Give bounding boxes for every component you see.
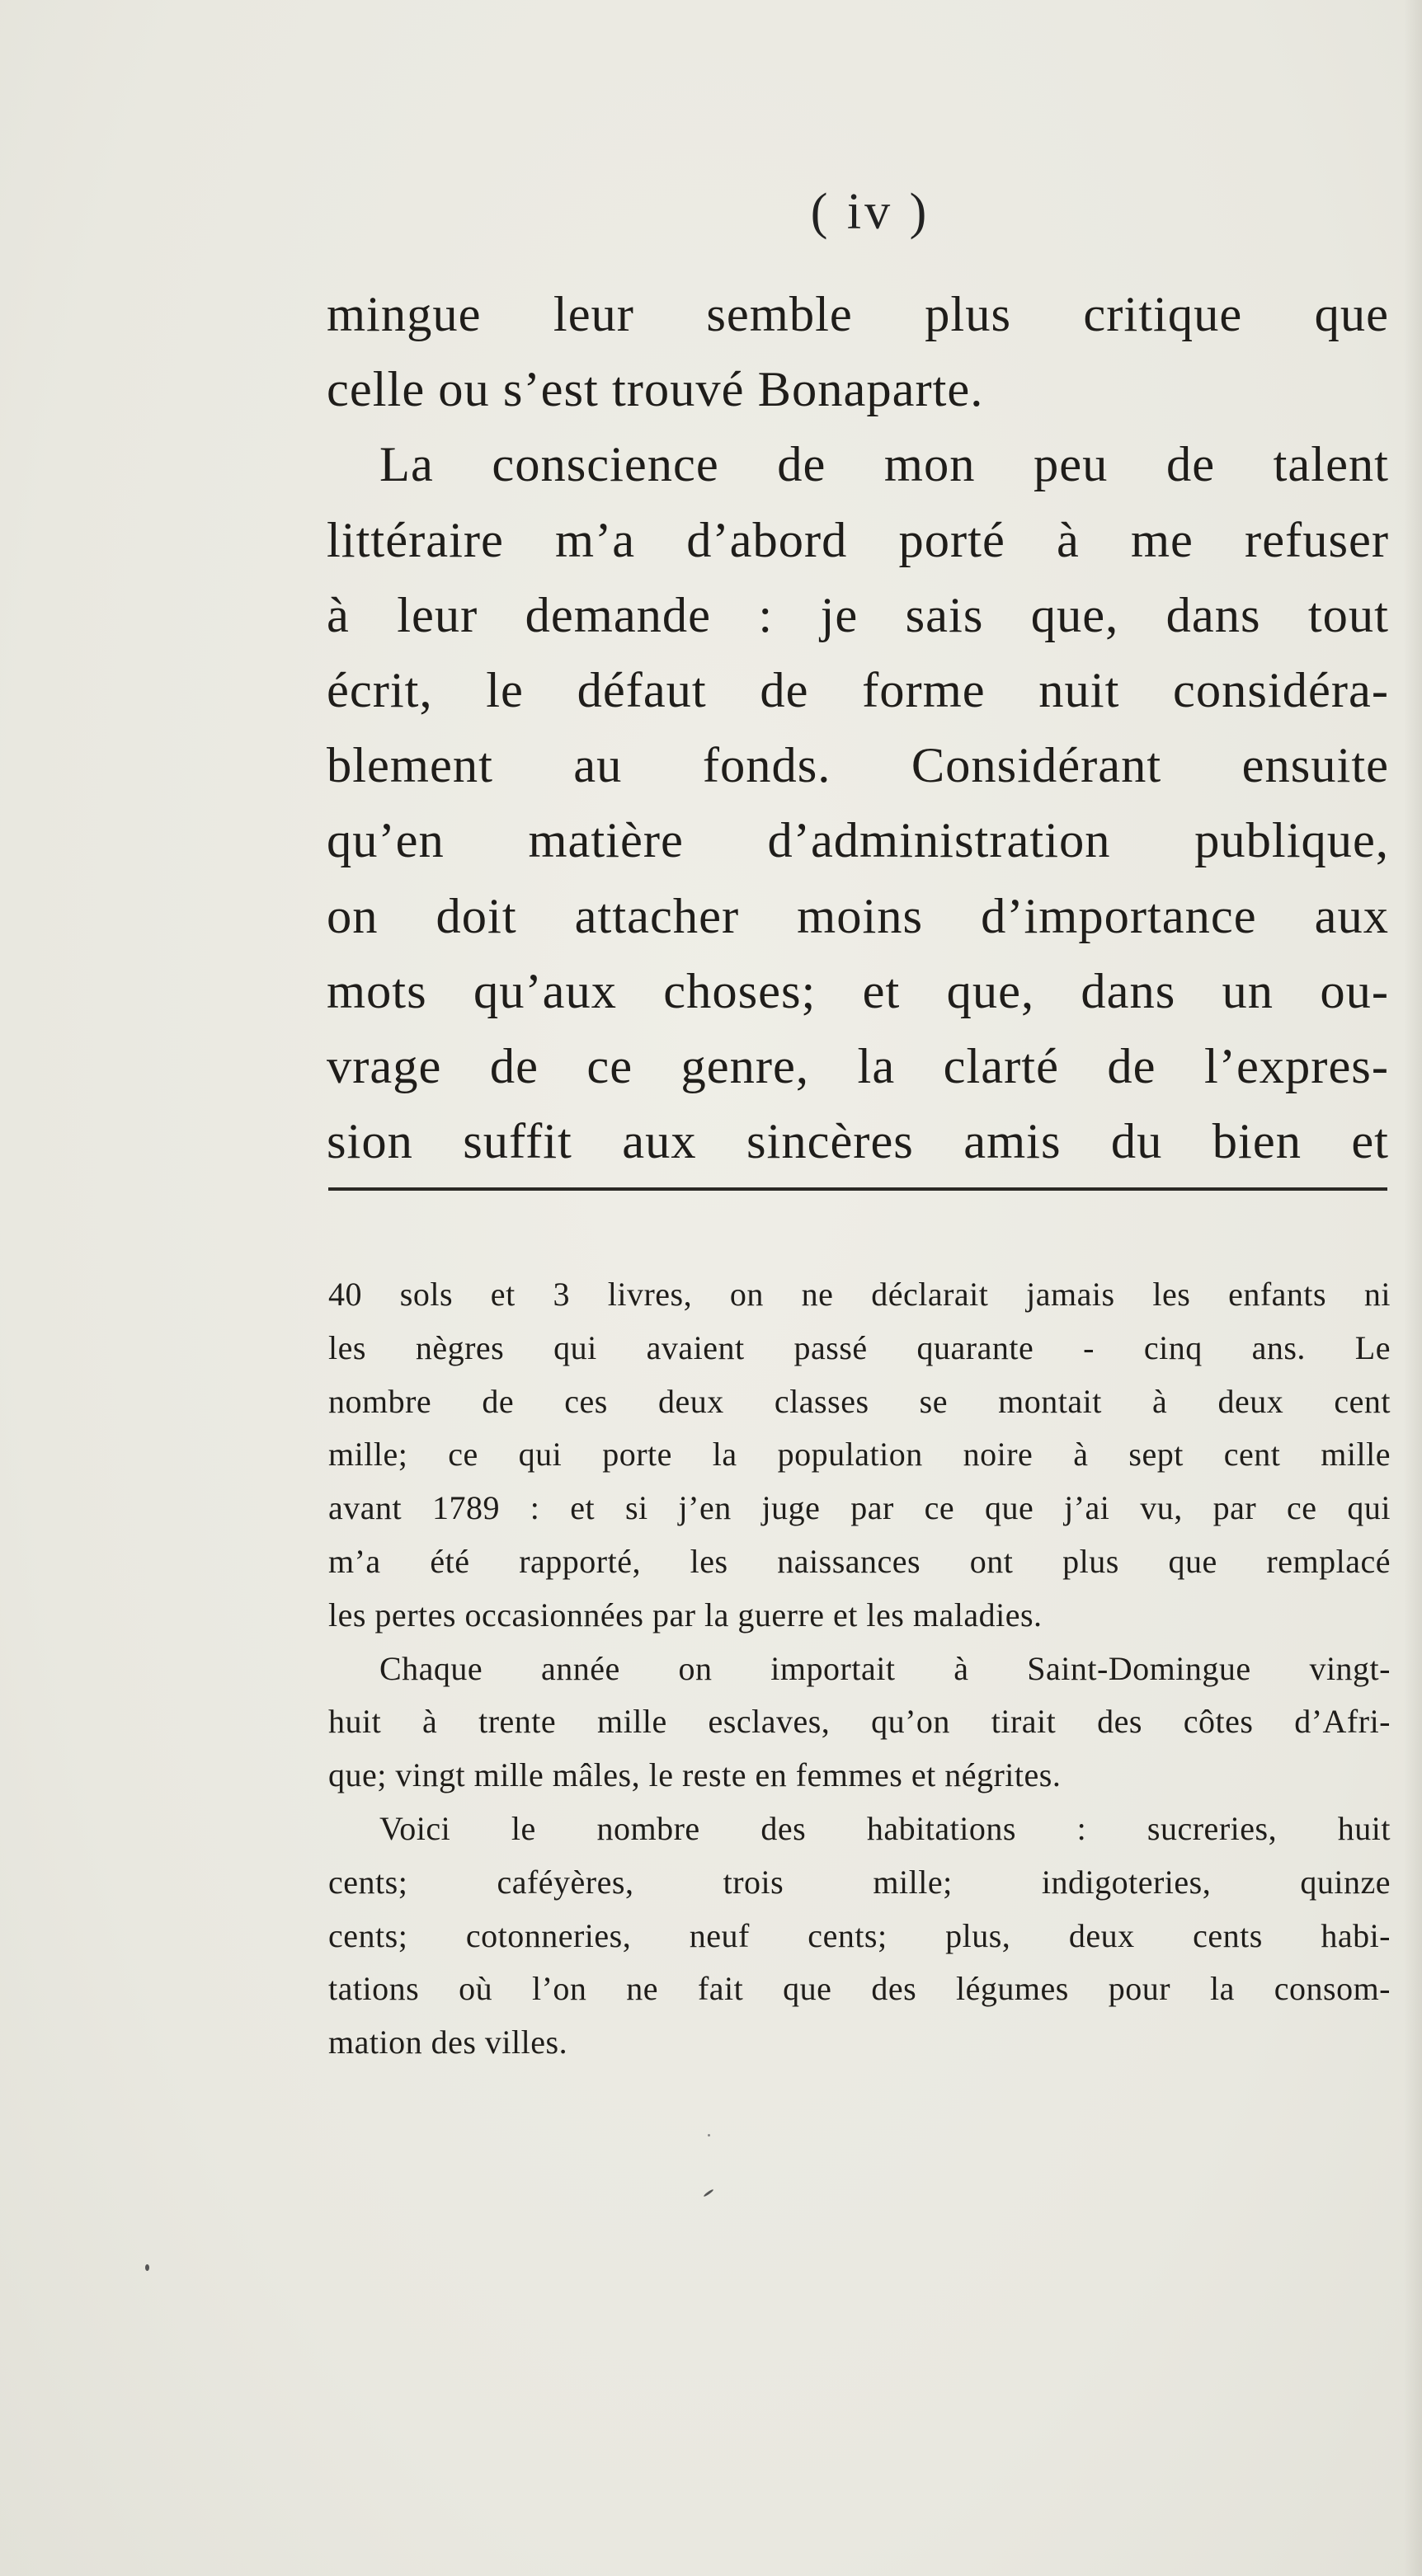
paper-speck (703, 2188, 713, 2197)
main-text-line: écrit, le défaut de forme nuit considéra- (327, 663, 1389, 719)
footnote-line: Chaque année on importait à Saint-Domingue vingt- (379, 1649, 1391, 1687)
footnote-line: mation des villes. (328, 2024, 568, 2061)
main-text-line: à leur demande : je sais que, dans tout (327, 587, 1389, 643)
footnote-line: huit à trente mille esclaves, qu’on tirait des côtes d’Afri- (328, 1703, 1391, 1741)
main-text-line: qu’en matière d’administration publique, (327, 813, 1389, 869)
main-text-line: La conscience de mon peu de talent (379, 437, 1389, 493)
main-text-line: on doit attacher moins d’importance aux (327, 888, 1389, 944)
footnote-line: que; vingt mille mâles, le reste en femmes et négrites. (328, 1756, 1062, 1794)
paper-speck (145, 2264, 149, 2271)
footnote-line: tations où l’on ne fait que des légumes pour la consom- (328, 1970, 1391, 2008)
footnote-line: Voici le nombre des habitations : sucreries, huit (379, 1809, 1391, 1847)
footnote-line: mille; ce qui porte la population noire à sept cent mille (328, 1436, 1391, 1474)
main-text-line: littéraire m’a d’abord porté à me refuser (327, 512, 1389, 568)
page-header: ( iv ) (810, 184, 930, 240)
footnote-line: les pertes occasionnées par la guerre et les maladies. (328, 1596, 1043, 1634)
footnote-text (328, 1268, 1391, 2070)
footnote-line: nombre de ces deux classes se montait à deux cent (328, 1382, 1391, 1420)
main-text (327, 277, 1389, 1179)
main-text-line: mingue leur semble plus critique que (327, 287, 1389, 342)
footnote-line: avant 1789 : et si j’en juge par ce que j’ai vu, par ce qui (328, 1489, 1391, 1527)
footnote-line: cents; cotonneries, neuf cents; plus, deux cents habi- (328, 1916, 1391, 1954)
footnote-separator-rule (328, 1187, 1387, 1191)
footnote-line: 40 sols et 3 livres, on ne déclarait jamais les enfants ni (328, 1276, 1391, 1313)
footnote-line: cents; caféyères, trois mille; indigoteries, quinze (328, 1863, 1391, 1901)
page-edge-shadow (1404, 0, 1422, 2576)
main-text-line: mots qu’aux choses; et que, dans un ou- (327, 963, 1389, 1019)
main-text-line: vrage de ce genre, la clarté de l’expres- (327, 1039, 1389, 1095)
paper-speck (708, 2134, 710, 2136)
footnote-line: m’a été rapporté, les naissances ont plus que remplacé (328, 1542, 1391, 1580)
footnote-line: les nègres qui avaient passé quarante - cinq ans. Le (328, 1328, 1391, 1366)
main-text-line: celle ou s’est trouvé Bonaparte. (327, 362, 984, 418)
main-text-line: sion suffit aux sincères amis du bien et (327, 1114, 1389, 1170)
main-text-line: blement au fonds. Considérant ensuite (327, 738, 1389, 794)
